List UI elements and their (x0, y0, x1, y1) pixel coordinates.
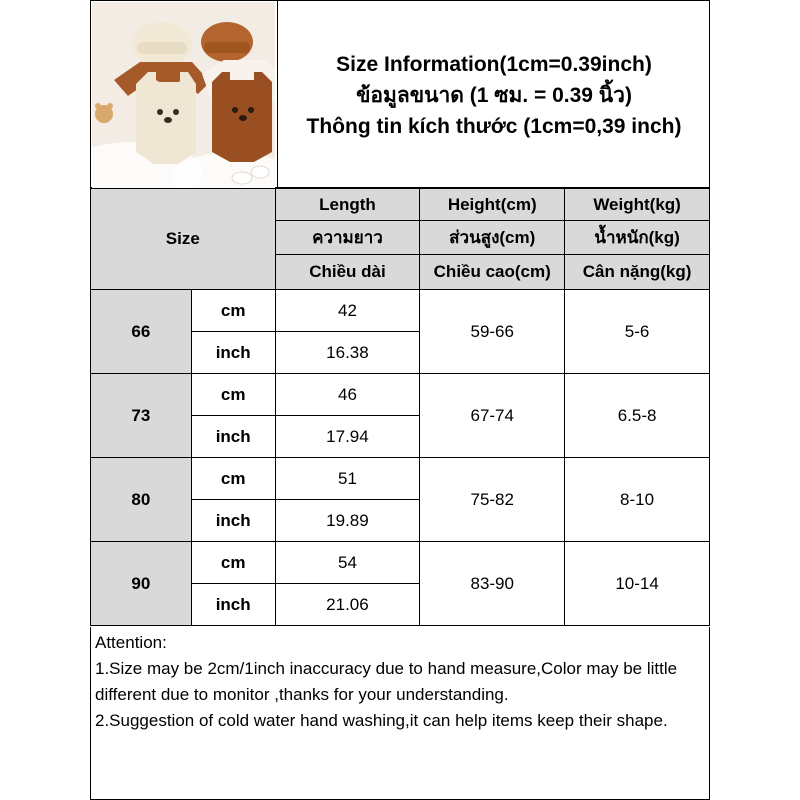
header-block (90, 0, 710, 188)
size-value: 90 (91, 542, 192, 626)
table-row (91, 542, 710, 584)
height-cell: 83-90 (420, 542, 565, 626)
length-header-th: ความยาว (275, 221, 420, 255)
size-header: Size (91, 189, 276, 290)
height-cell: 67-74 (420, 374, 565, 458)
size-value: 73 (91, 374, 192, 458)
size-table (90, 188, 710, 626)
unit-label: cm (191, 290, 275, 332)
unit-label: cm (191, 542, 275, 584)
height-cell: 59-66 (420, 290, 565, 374)
height-header-en: Height(cm) (420, 189, 565, 221)
size-value: 66 (91, 290, 192, 374)
weight-cell: 8-10 (565, 458, 710, 542)
length-inch-cell: 17.94 (275, 416, 420, 458)
baby-romper-illustration (92, 2, 275, 188)
length-inch-cell: 21.06 (275, 584, 420, 626)
title-line-thai: ข้อมูลขนาด (1 ซม. = 0.39 นิ้ว) (356, 83, 632, 107)
length-header-en: Length (275, 189, 420, 221)
size-value: 80 (91, 458, 192, 542)
length-inch-cell: 19.89 (275, 500, 420, 542)
product-photo (92, 2, 275, 188)
length-cm-cell: 51 (275, 458, 420, 500)
table-row (91, 458, 710, 500)
unit-label: inch (191, 332, 275, 374)
weight-cell: 5-6 (565, 290, 710, 374)
weight-header-vi: Cân nặng(kg) (565, 255, 710, 290)
title-line-vietnamese: Thông tin kích thước (1cm=0,39 inch) (306, 114, 682, 138)
size-information-title (277, 1, 710, 189)
attention-heading: Attention: (95, 633, 167, 652)
height-header-th: ส่วนสูง(cm) (420, 221, 565, 255)
weight-cell: 6.5-8 (565, 374, 710, 458)
height-cell: 75-82 (420, 458, 565, 542)
length-inch-cell: 16.38 (275, 332, 420, 374)
column-header-row (91, 189, 710, 221)
unit-label: inch (191, 584, 275, 626)
weight-header-en: Weight(kg) (565, 189, 710, 221)
length-header-vi: Chiều dài (275, 255, 420, 290)
note-measurement: 1.Size may be 2cm/1inch inaccuracy due to hand measure,Color may be little different due to monitor ,thanks for your understanding. (95, 659, 678, 704)
note-washing: 2.Suggestion of cold water hand washing,it can help items keep their shape. (95, 711, 668, 730)
weight-cell: 10-14 (565, 542, 710, 626)
weight-header-th: น้ำหนัก(kg) (565, 221, 710, 255)
table-row (91, 290, 710, 332)
unit-label: inch (191, 416, 275, 458)
length-cm-cell: 46 (275, 374, 420, 416)
table-row (91, 374, 710, 416)
unit-label: cm (191, 458, 275, 500)
attention-notes (90, 627, 710, 800)
size-chart (90, 0, 710, 800)
height-header-vi: Chiều cao(cm) (420, 255, 565, 290)
length-cm-cell: 54 (275, 542, 420, 584)
unit-label: inch (191, 500, 275, 542)
title-line-english: Size Information(1cm=0.39inch) (336, 52, 652, 76)
length-cm-cell: 42 (275, 290, 420, 332)
unit-label: cm (191, 374, 275, 416)
